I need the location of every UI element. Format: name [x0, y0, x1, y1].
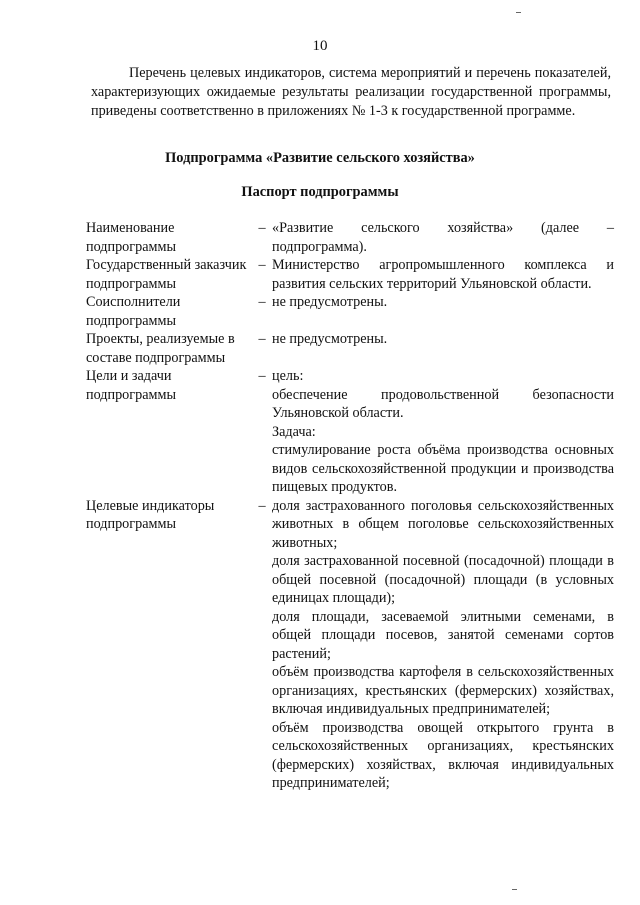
indicator-item: объём производства овощей открытого грунта в сельскохозяйственных организациях, крестьянских (фермерских) хозяйствах, включая индивидуальных предпринимателей;: [272, 719, 614, 791]
row-label: Проекты, реализуемые в составе подпрограммы: [86, 331, 235, 366]
row-value: Министерство агропромышленного комплекса и развития сельских территорий Ульяновской области.: [272, 257, 614, 292]
task-heading: Задача:: [272, 423, 316, 440]
row-value: не предусмотрены.: [272, 294, 388, 310]
subprogram-title: Подпрограмма «Развитие сельского хозяйства»: [165, 150, 475, 166]
row-label: Наименование подпрограммы: [86, 220, 176, 255]
row-dash: –: [258, 220, 266, 236]
row-dash: –: [258, 294, 266, 310]
indicator-list: [272, 497, 614, 793]
passport-row-coexecutors: [86, 293, 614, 330]
row-dash: –: [258, 331, 266, 347]
scan-mark: [512, 889, 517, 890]
passport-title: Паспорт подпрограммы: [241, 184, 399, 200]
row-label: Государственный заказчик подпрограммы: [86, 257, 247, 292]
row-label: Соисполнители подпрограммы: [86, 294, 181, 329]
passport-row-customer: [86, 256, 614, 293]
row-dash: –: [258, 497, 266, 514]
passport-row-projects: [86, 330, 614, 367]
row-value: не предусмотрены.: [272, 331, 388, 347]
row-value: «Развитие сельского хозяйства» (далее – подпрограмма).: [272, 220, 614, 255]
passport-table: [86, 219, 614, 793]
page-number: 10: [312, 38, 328, 54]
indicator-item: доля застрахованной посевной (посадочной) площади в общей посевной (посадочной) площади (в условных единицах площади);: [272, 553, 614, 606]
indicator-item: доля площади, засеваемой элитными семенами, в общей площади посевов, занятой семенами сортов растений;: [272, 608, 614, 662]
indicator-item: доля застрахованного поголовья сельскохозяйственных животных в общем поголовье сельскохозяйственных животных;: [272, 497, 614, 551]
row-dash: –: [258, 368, 266, 384]
goal-heading: цель:: [272, 368, 304, 384]
passport-row-name: [86, 219, 614, 256]
task-text: стимулирование роста объёма производства основных видов сельскохозяйственной продукции и производства пищевых продуктов.: [272, 442, 614, 495]
passport-row-goals: [86, 367, 614, 497]
row-value: [272, 497, 614, 793]
intro-paragraph: Перечень целевых индикаторов, система мероприятий и перечень показателей, характеризующих ожидаемые результаты реализации государственной программы, приведены соответственно в приложениях № 1-3 к государственной программе.: [91, 65, 611, 119]
row-dash: –: [258, 257, 266, 273]
scan-mark: [516, 12, 521, 13]
row-label: Цели и задачи подпрограммы: [86, 368, 176, 403]
row-value: [272, 367, 614, 497]
row-label: Целевые индикаторы подпрограммы: [86, 497, 215, 532]
goal-text: обеспечение продовольственной безопасности Ульяновской области.: [272, 386, 614, 421]
passport-row-indicators: [86, 497, 614, 793]
indicator-item: объём производства картофеля в сельскохозяйственных организациях, крестьянских (фермерских) хозяйствах, включая индивидуальных предпринимателей;: [272, 664, 614, 717]
